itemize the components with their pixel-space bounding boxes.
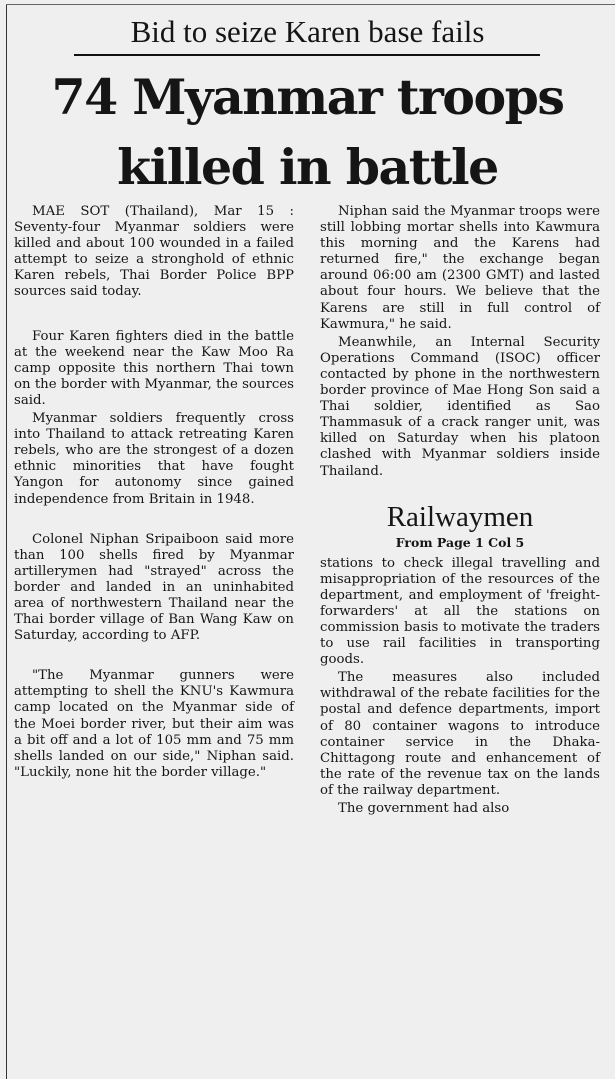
headline-line-2: killed in battle bbox=[117, 138, 498, 196]
body-paragraph: MAE SOT (Thailand), Mar 15 : Seventy-four Myanmar soldiers were killed and about 100 wounded in a failed attempt to seize a stronghold of ethnic Karen rebels, Thai Border Police BPP sources said today. bbox=[14, 204, 294, 300]
article-kicker: Bid to seize Karen base fails bbox=[130, 14, 485, 49]
body-paragraph: Four Karen fighters died in the battle at the weekend near the Kaw Moo Ra camp opposite this northern Thai town on the border with Myanmar, the sources said. bbox=[14, 328, 294, 408]
article-headline bbox=[0, 62, 615, 202]
body-paragraph: Niphan said the Myanmar troops were still lobbing mortar shells into Kawmura this morning and the Karens had returned fire," the exchange began around 06:00 am (2300 GMT) and lasted about four hours. We believe that the Karens are still in full control of Kawmura," he said. bbox=[320, 204, 600, 332]
continuation-paragraph: stations to check illegal travelling and misappropriation of the resources of the department, and employment of 'freight-forwarders' at all the stations on commission basis to motivate the traders to use rail facilities in transporting goods. bbox=[320, 555, 600, 668]
body-paragraph: Meanwhile, an Internal Security Operations Command (ISOC) officer contacted by phone in the northwestern border province of Mae Hong Son said a Thai soldier, identified as Sao Thammasuk of a crack ranger unit, was killed on Saturday when his platoon clashed with Myanmar soldiers inside Thailand. bbox=[320, 334, 600, 479]
clipping-top-border bbox=[6, 4, 615, 5]
continuation-heading: Railwaymen bbox=[386, 500, 534, 533]
continuation-paragraph: The measures also included withdrawal of the rebate facilities for the postal and defence departments, import of 80 container wagons to introduce container service in the Dhaka-Chittagong route and enhancement of the rate of the revenue tax on the lands of the railway department. bbox=[320, 670, 600, 798]
body-paragraph: "The Myanmar gunners were attempting to shell the KNU's Kawmura camp located on the Myanmar side of the Moei border river, but their aim was a bit off and a lot of 105 mm and 75 mm shells landed on our side," Niphan said. "Luckily, none hit the border village." bbox=[14, 668, 294, 780]
body-paragraph: Colonel Niphan Sripaiboon said more than 100 shells fired by Myanmar artillerymen had "strayed" across the border and landed in an uninhabited area of northwestern Thailand near the Thai border village of Ban Wang Kaw on Saturday, according to AFP. bbox=[14, 531, 294, 644]
right-column bbox=[320, 204, 600, 817]
headline-line-1: 74 Myanmar troops bbox=[51, 68, 564, 126]
continuation-from-line: From Page 1 Col 5 bbox=[395, 534, 525, 550]
left-column bbox=[14, 204, 294, 781]
body-paragraph: Myanmar soldiers frequently cross into Thailand to attack retreating Karen rebels, who are the strongest of a dozen ethnic minorities that have fought Yangon for autonomy since gained independence from Britain in 1948. bbox=[14, 411, 294, 507]
continuation-paragraph: The government had also bbox=[338, 801, 510, 816]
kicker-underline bbox=[74, 54, 540, 56]
